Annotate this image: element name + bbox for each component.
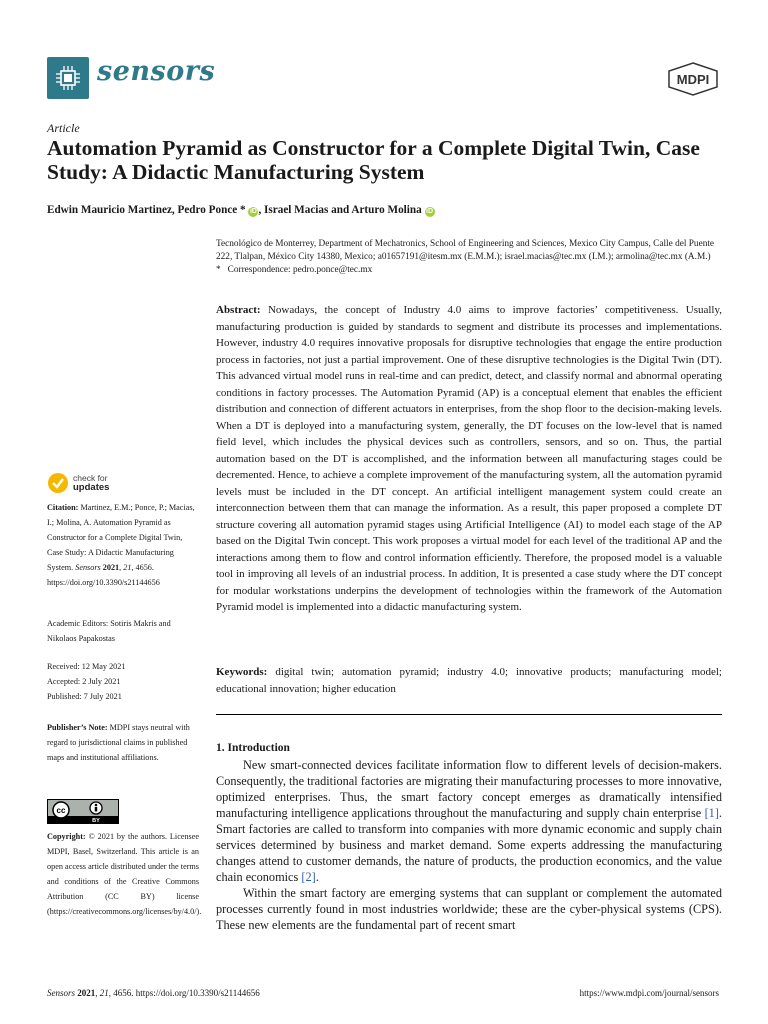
- citation-block: Citation: Martinez, E.M.; Ponce, P.; Macias, I.; Molina, A. Automation Pyramid as Constructor for a Complete Digital Twin, Case Study: A Didactic Manufacturing System. Sensors 2021, 21, 4656. https://doi.org/10.3390/s21144656: [47, 503, 195, 587]
- keywords-label: Keywords:: [216, 666, 268, 678]
- publisher-name: MDPI: [676, 72, 710, 87]
- correspondence-line: * Correspondence: pedro.ponce@tec.mx: [216, 265, 373, 275]
- abstract-label: Abstract:: [216, 304, 261, 316]
- authors-part-1: Edwin Mauricio Martinez, Pedro Ponce *: [47, 204, 246, 216]
- section-divider: [216, 714, 722, 715]
- publisher-note: Publisher’s Note: MDPI stays neutral with regard to jurisdictional claims in published maps and institutional affiliations.: [47, 723, 190, 762]
- article-type: Article: [47, 121, 80, 135]
- orcid-icon[interactable]: iD: [249, 208, 257, 215]
- orcid-icon[interactable]: iD: [426, 208, 434, 215]
- accepted-date: Accepted: 2 July 2021: [47, 677, 121, 686]
- dates-block: [47, 659, 199, 704]
- footer-journal-url[interactable]: https://www.mdpi.com/journal/sensors: [579, 988, 719, 998]
- intro-paragraph-1: New smart-connected devices facilitate information flow to different levels of decision-makers. Consequently, the traditional factories are migrating their manufacturing processes to more innovative, optimized enterprises. Thus, the smart factory concept emerges as dramatically intensified manufacturing intelligence applications throughout the manufacturing and supply chain enterprise [1]. Smart factories are called to transform into companies with more dynamic economic and supply chain services determined by business and market demand. Some experts addressing the manufacturing changes attend to customer demands, the nature of products, the production economics, and the value chain economics [2].: [216, 758, 722, 884]
- updates-label: updates: [73, 482, 110, 493]
- journal-name: sensors: [97, 56, 216, 87]
- check-updates-icon: [47, 472, 69, 494]
- reference-link-1[interactable]: [1]: [704, 806, 719, 820]
- cc-by-license-icon[interactable]: [47, 799, 119, 824]
- journal-logo-icon: [47, 57, 89, 99]
- mdpi-logo: [667, 62, 719, 96]
- check-label: check for: [73, 473, 108, 483]
- affiliation-text: Tecnológico de Monterrey, Department of Mechatronics, School of Engineering and Sciences, Mexico City Campus, Calle del Puente 222, Tlalpan, México City 14380, Mexico; a01657191@itesm.mx (E.M.M.); israel.macias@tec.mx (I.M.); armolina@tec.mx (A.M.): [216, 239, 715, 262]
- article-title: Automation Pyramid as Constructor for a Complete Digital Twin, Case Study: A Didactic Manufacturing System: [47, 136, 700, 184]
- received-date: Received: 12 May 2021: [47, 662, 126, 671]
- abstract-text: Nowadays, the concept of Industry 4.0 aims to improve factories’ competitiveness. Usually, manufacturing production is guided by standards to segment and distribute its processes and implementations. However, industry 4.0 requires innovative proposals for disruptive technologies that engage the entire production process in factories, not just a partial improvement. One of these disruptive technologies is the Digital Twin (DT). This advanced virtual model runs in real-time and can predict, detect, and classify normal and abnormal operating conditions in factory processes. The Automation Pyramid (AP) is a conceptual element that enables the efficient distribution and connection of different actuators in enterprises, from the shop floor to the decision-making levels. When a DT is deployed into a manufacturing system, generally, the DT focuses on the low-level that is named field level, which includes the physical devices such as controllers, sensors, and so on. Thus, the partial automation based on the DT is accomplished, and the information between all manufacturing stages could be decremented. Hence, to achieve a complete improvement of the manufacturing system, all the automation pyramid levels must be included in the DT concept. An artificial intelligent management system could create an interconnection between them that can manage the information. As a result, this paper proposed a complete DT structure covering all automation pyramid stages using Artificial Intelligence (AI) to model each stage of the AP based on the Digital Twin concept. This work proposes a virtual model for each level of the traditional AP and the interactions among them to flow and control information efficiently. Therefore, the proposed model is a valuable tool in improving all levels of an industrial process. In addition, It is presented a case study where the DT concept for modular workstations underpins the development of technologies within the framework of the Automation Pyramid model is implemented into a didactic manufacturing system.: [216, 304, 723, 613]
- academic-editors: Academic Editors: Sotiris Makris and Nikolaos Papakostas: [47, 619, 171, 643]
- check-for-updates-button[interactable]: [47, 472, 109, 494]
- author-list: [47, 204, 727, 217]
- keywords: [216, 664, 722, 697]
- affiliation-block: [216, 238, 726, 277]
- intro-paragraph-2: Within the smart factory are emerging systems that can supplant or complement the automated processes currently found in most industries worldwide; these are the cyber-physical systems (CPS). These new elements are the fundamental part of recent smart: [216, 886, 722, 932]
- citation-doi[interactable]: , 4656. https://doi.org/10.3390/s21144656: [47, 563, 160, 587]
- footer-doi-link[interactable]: , 4656. https://doi.org/10.3390/s21144656: [108, 988, 260, 998]
- cc-by-label: BY: [92, 818, 100, 823]
- copyright-text: © 2021 by the authors. Licensee MDPI, Basel, Switzerland. This article is an open access article distributed under the terms and conditions of the Creative Commons Attribution (CC BY) license (https://creativecommons.org/licenses/by/4.0/).: [47, 832, 202, 916]
- keywords-text: digital twin; automation pyramid; industry 4.0; innovative products; manufacturing model; educational innovation; higher education: [216, 666, 722, 695]
- reference-link-2[interactable]: [2]: [301, 870, 316, 884]
- citation-text: Martinez, E.M.; Ponce, P.; Macias, I.; Molina, A. Automation Pyramid as Constructor for a Complete Digital Twin, Case Study: A Didactic Manufacturing System.: [47, 503, 195, 572]
- citation-label: Citation:: [47, 503, 79, 512]
- published-date: Published: 7 July 2021: [47, 692, 122, 701]
- copyright-block: Copyright: © 2021 by the authors. Licensee MDPI, Basel, Switzerland. This article is an open access article distributed under the terms and conditions of the Creative Commons Attribution (CC BY) license (https://creativecommons.org/licenses/by/4.0/).: [47, 832, 202, 916]
- correspondence-email[interactable]: pedro.ponce@tec.mx: [292, 265, 373, 275]
- introduction-body: [216, 757, 722, 933]
- footer-citation: Sensors 2021, 21, 4656. https://doi.org/10.3390/s21144656: [47, 988, 260, 998]
- authors-part-2: , Israel Macias and Arturo Molina: [258, 204, 422, 216]
- svg-text:cc: cc: [56, 806, 66, 815]
- section-heading: 1. Introduction: [216, 742, 290, 754]
- abstract: [216, 302, 722, 616]
